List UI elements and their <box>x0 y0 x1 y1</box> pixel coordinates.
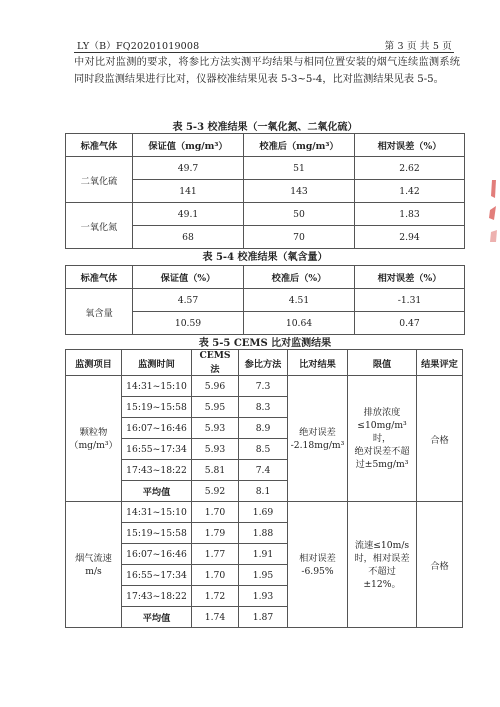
table54-cell: 0.47 <box>355 312 465 335</box>
table53-header-error: 相对误差（%） <box>355 134 465 157</box>
table54-header-calibrated: 校准后（%） <box>244 266 355 289</box>
limit-line: 不超过±12%。 <box>363 565 401 590</box>
table-row <box>66 157 465 180</box>
table53-header-gas: 标准气体 <box>66 134 133 157</box>
table55-header-verdict: 结果评定 <box>417 350 463 376</box>
table55-limit-cell <box>348 376 417 502</box>
table53-cell: 2.94 <box>355 226 465 249</box>
table54-header-gas: 标准气体 <box>66 266 133 289</box>
limit-line: 流速≤10m/s <box>354 539 410 551</box>
table54-cell: 10.64 <box>244 312 355 335</box>
table54-header-guaranteed: 保证值（%） <box>133 266 244 289</box>
cems-cell: 1.79 <box>192 523 239 544</box>
reference-average: 8.1 <box>239 481 288 502</box>
table53-cell: 1.83 <box>355 203 465 226</box>
table53-cell: 68 <box>133 226 244 249</box>
header-doc-number: LY（B）FQ20201019008 <box>77 41 200 52</box>
reference-cell: 1.91 <box>239 544 288 565</box>
table53-cell: 51 <box>244 157 355 180</box>
table53-header-guaranteed: 保证值（mg/m³） <box>133 134 244 157</box>
table55 <box>65 349 463 628</box>
reference-cell: 8.9 <box>239 418 288 439</box>
table55-verdict-cell: 合格 <box>417 376 463 502</box>
reference-cell: 8.3 <box>239 397 288 418</box>
time-cell: 16:07~16:46 <box>122 418 192 439</box>
table55-header-time: 监测时间 <box>122 350 192 376</box>
item-name: 烟气流速 <box>75 552 112 564</box>
cems-average: 5.92 <box>192 481 239 502</box>
table53-caption: 表 5-3 校准结果（一氧化氮、二氧化硫） <box>172 122 358 133</box>
table55-result-cell <box>288 376 348 502</box>
table-row <box>66 203 465 226</box>
table54-header-error: 相对误差（%） <box>355 266 465 289</box>
item-unit: （mg/m³） <box>69 439 118 451</box>
result-label: 绝对误差 <box>299 426 336 438</box>
table53-cell: 143 <box>244 180 355 203</box>
table55-header-result: 比对结果 <box>288 350 348 376</box>
table-row <box>66 376 463 397</box>
reference-cell: 8.5 <box>239 439 288 460</box>
time-cell: 16:55~17:34 <box>122 565 192 586</box>
reference-cell: 1.93 <box>239 586 288 607</box>
table55-verdict-cell: 合格 <box>417 502 463 628</box>
table55-header-row <box>66 350 463 376</box>
table55-item-cell <box>66 502 122 628</box>
table53-cell: 50 <box>244 203 355 226</box>
table53-cell: 2.62 <box>355 157 465 180</box>
table55-item-cell <box>66 376 122 502</box>
cems-cell: 5.93 <box>192 418 239 439</box>
limit-line: 绝对误差不超 <box>354 446 410 457</box>
header-page-number: 第 3 页 共 5 页 <box>384 41 452 52</box>
reference-cell: 7.4 <box>239 460 288 481</box>
limit-line: ≤10mg/m³ 时， <box>357 420 407 444</box>
table54-caption: 表 5-4 校准结果（氧含量） <box>202 252 328 263</box>
average-label: 平均值 <box>122 481 192 502</box>
cems-cell: 5.95 <box>192 397 239 418</box>
intro-paragraph: 中对比对监测的要求，将参比方法实测平均结果与相同位置安装的烟气连续监测系统同时段监测结果进行比对，仪器校准结果见表 5-3~5-4，比对监测结果见表 5-5。 <box>74 57 460 85</box>
table54-gas-cell: 氧含量 <box>66 289 133 335</box>
table55-header-item: 监测项目 <box>66 350 122 376</box>
cems-cell: 5.96 <box>192 376 239 397</box>
limit-line: 排放浓度 <box>363 407 401 418</box>
table53-header-calibrated: 校准后（mg/m³） <box>244 134 355 157</box>
table53-cell: 1.42 <box>355 180 465 203</box>
cems-cell: 1.70 <box>192 565 239 586</box>
time-cell: 17:43~18:22 <box>122 460 192 481</box>
limit-line: 时，相对误差 <box>354 552 410 564</box>
reference-cell: 1.69 <box>239 502 288 523</box>
limit-line: 过±5mg/m³ <box>355 459 409 470</box>
time-cell: 15:19~15:58 <box>122 523 192 544</box>
item-unit: m/s <box>85 565 102 577</box>
table53 <box>65 133 465 249</box>
table54-cell: -1.31 <box>355 289 465 312</box>
reference-cell: 1.95 <box>239 565 288 586</box>
time-cell: 14:31~15:10 <box>122 502 192 523</box>
reference-average: 1.87 <box>239 607 288 628</box>
table55-limit-cell <box>348 502 417 628</box>
table53-cell: 70 <box>244 226 355 249</box>
result-value: -2.18mg/m³ <box>290 439 345 451</box>
time-cell: 17:43~18:22 <box>122 586 192 607</box>
table55-header-limit: 限值 <box>348 350 417 376</box>
cems-cell: 5.81 <box>192 460 239 481</box>
table54-cell: 4.57 <box>133 289 244 312</box>
table54 <box>65 265 465 335</box>
header-rule <box>74 52 454 53</box>
table54-cell: 4.51 <box>244 289 355 312</box>
average-label: 平均值 <box>122 607 192 628</box>
table53-gas-cell: 一氧化氮 <box>66 203 133 249</box>
table-row <box>66 289 465 312</box>
result-value: -6.95% <box>301 565 334 577</box>
table53-cell: 49.7 <box>133 157 244 180</box>
time-cell: 16:55~17:34 <box>122 439 192 460</box>
cems-average: 1.74 <box>192 607 239 628</box>
table54-header-row <box>66 266 465 289</box>
table55-header-cems: CEMS 法 <box>192 350 239 376</box>
table54-cell: 10.59 <box>133 312 244 335</box>
item-name: 颗粒物 <box>79 426 108 438</box>
table53-gas-cell: 二氧化硫 <box>66 157 133 203</box>
table53-header-row <box>66 134 465 157</box>
cems-cell: 1.70 <box>192 502 239 523</box>
time-cell: 16:07~16:46 <box>122 544 192 565</box>
cems-cell: 5.93 <box>192 439 239 460</box>
reference-cell: 1.88 <box>239 523 288 544</box>
time-cell: 15:19~15:58 <box>122 397 192 418</box>
table55-caption: 表 5-5 CEMS 比对监测结果 <box>198 338 332 349</box>
table55-result-cell <box>288 502 348 628</box>
result-label: 相对误差 <box>299 552 336 564</box>
red-stamp-fragment <box>476 176 498 256</box>
cems-cell: 1.72 <box>192 586 239 607</box>
table53-cell: 49.1 <box>133 203 244 226</box>
reference-cell: 7.3 <box>239 376 288 397</box>
table-row <box>66 502 463 523</box>
cems-cell: 1.77 <box>192 544 239 565</box>
time-cell: 14:31~15:10 <box>122 376 192 397</box>
table53-cell: 141 <box>133 180 244 203</box>
table55-header-reference: 参比方法 <box>239 350 288 376</box>
